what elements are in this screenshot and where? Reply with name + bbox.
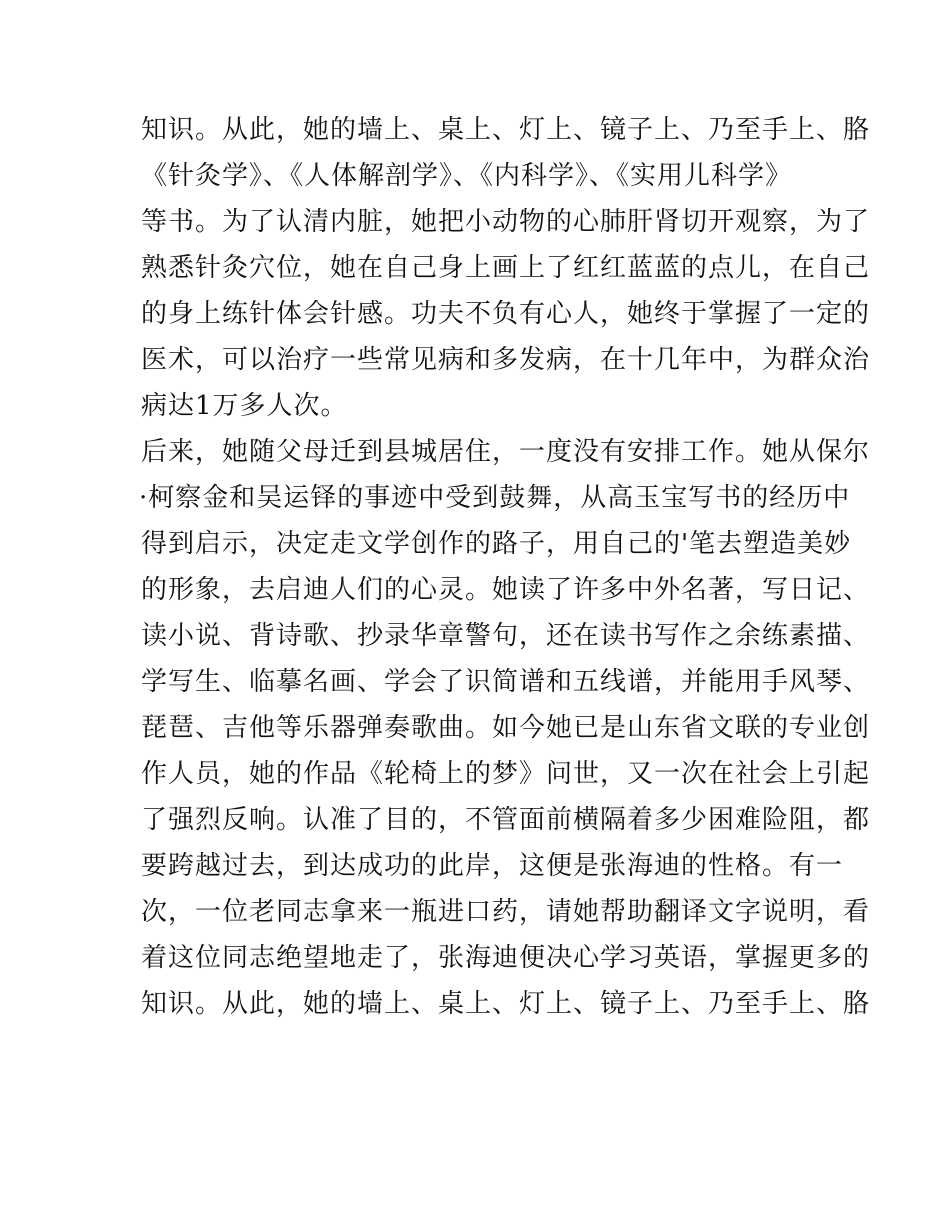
text-line: 的身上练针体会针感。功夫不负有心人，她终于掌握了一定的 (141, 299, 871, 329)
text-line: 熟悉针灸穴位，她在自己身上画上了红红蓝蓝的点儿，在自己 (141, 253, 871, 283)
text-line: 作人员，她的作品《轮椅上的梦》问世，又一次在社会上引起 (141, 759, 871, 789)
text-line: 知识。从此，她的墙上、桌上、灯上、镜子上、乃至手上、胳 (141, 115, 871, 145)
text-line: 了强烈反响。认准了目的，不管面前横隔着多少困难险阻，都 (141, 805, 871, 835)
text-line: 次，一位老同志拿来一瓶进口药，请她帮助翻译文字说明，看 (141, 897, 871, 927)
text-line: 知识。从此，她的墙上、桌上、灯上、镜子上、乃至手上、胳 (141, 989, 871, 1019)
text-line: 琵琶、吉他等乐器弹奏歌曲。如今她已是山东省文联的专业创 (141, 713, 871, 743)
text-line: 着这位同志绝望地走了，张海迪便决心学习英语，掌握更多的 (141, 943, 871, 973)
text-line: 病达1万多人次。 (141, 391, 348, 421)
text-line: ·柯察金和吴运铎的事迹中受到鼓舞，从高玉宝写书的经历中 (139, 483, 851, 513)
text-line: 后来，她随父母迁到县城居住，一度没有安排工作。她从保尔 (141, 437, 871, 467)
text-line: 要跨越过去，到达成功的此岸，这便是张海迪的性格。有一 (141, 851, 844, 881)
text-line: 得到启示，决定走文学创作的路子，用自己的'笔去塑造美妙 (141, 529, 852, 559)
body-text (139, 107, 871, 1027)
text-line: 等书。为了认清内脏，她把小动物的心肺肝肾切开观察，为了 (141, 207, 871, 237)
text-line: 学写生、临摹名画、学会了识简谱和五线谱，并能用手风琴、 (141, 667, 871, 697)
text-line: 《针灸学》、《人体解剖学》、《内科学》、《实用儿科学》 (141, 161, 793, 191)
text-line: 的形象，去启迪人们的心灵。她读了许多中外名著，写日记、 (141, 575, 871, 605)
text-line: 医术，可以治疗一些常见病和多发病，在十几年中，为群众治 (141, 345, 871, 375)
text-line: 读小说、背诗歌、抄录华章警句，还在读书写作之余练素描、 (141, 621, 871, 651)
